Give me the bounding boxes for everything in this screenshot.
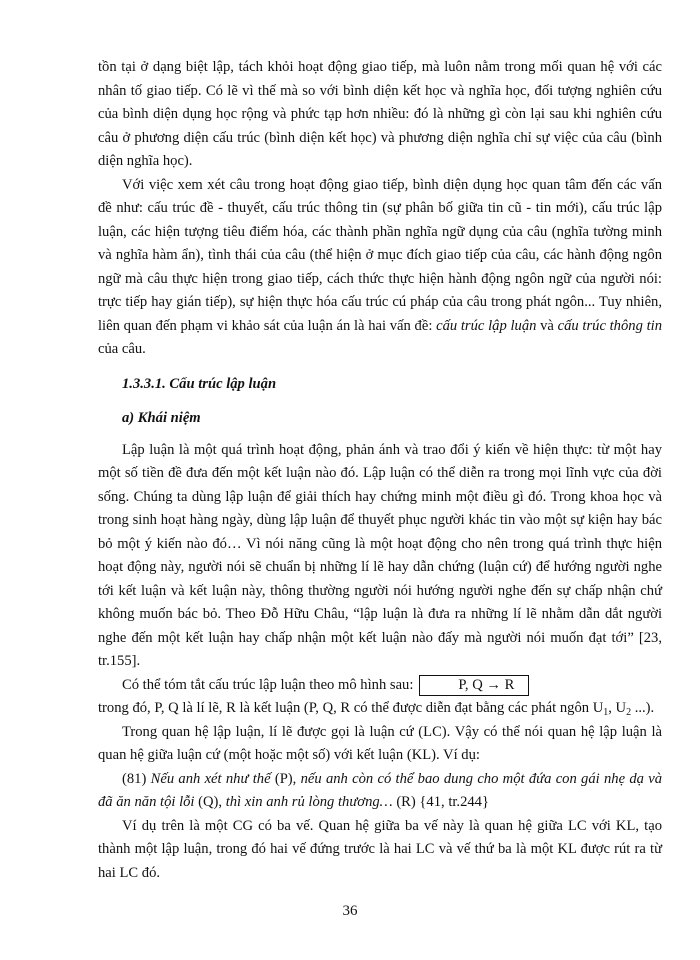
- example-clause-q: nếu anh còn có thể bao dung cho một đứa con gái nhẹ dạ và đã ăn năn tội lỗi: [98, 770, 662, 810]
- subsection-heading: a) Khái niệm: [122, 410, 201, 426]
- example-clause-p: Nếu anh xét như thế: [150, 770, 271, 787]
- page-number: 36: [342, 903, 358, 919]
- emphasis-information-structure: cấu trúc thông tin: [557, 317, 662, 334]
- paragraph-2-end: của câu.: [98, 341, 146, 357]
- paragraph-5: [98, 697, 662, 721]
- paragraph-3: Lập luận là một quá trình hoạt động, phản ánh và trao đổi ý kiến về hiện thực: từ một hay một số tiền đề đưa đến một kết luận nào đó. Lập luận có thể diễn ra trong mọi lĩnh vực của đời sống. Chúng ta dùng lập luận để giải thích hay chứng minh một điều gì đó. Trong khoa học và trong sinh hoạt hàng ngày, dùng lập luận để thuyết phục người khác tin vào một sự kiện hay bác bỏ một ý kiến nào đó… Vì nói năng cũng là một hoạt động cho nên trong quá trình thực hiện hoạt động này, người nói sẽ chuẩn bị những lí lẽ hay dẫn chứng (luận cứ) để hướng người nghe tới kết luận và kết luận này, thông thường người nói hướng người nghe đến sự chấp nhận chứ không muốn bác bỏ. Theo Đỗ Hữu Châu, “lập luận là đưa ra những lí lẽ nhằm dẫn dắt người nghe đến một kết luận hay chấp nhận một kết luận nào đấy mà người nói muốn đạt tới” [23, tr.155].: [98, 441, 662, 669]
- formula-box: P, Q → R: [419, 675, 529, 696]
- paragraph-6: Trong quan hệ lập luận, lí lẽ được gọi là luận cứ (LC). Vậy có thể nói quan hệ lập luận là quan hệ giữa luận cứ (một hoặc một số) với kết luận (KL). Ví dụ:: [98, 723, 662, 763]
- paragraph-2-text: Với việc xem xét câu trong hoạt động giao tiếp, bình diện dụng học quan tâm đến các vấn đề như: cấu trúc đề - thuyết, cấu trúc thông tin (sự phân bố giữa tin cũ - tin mới), cấu trúc lập luận, các hiện tượng tiêu điểm hóa, các thành phần nghĩa ngữ dụng của câu (nghĩa tường minh và nghĩa hàm ẩn), tình thái của câu (thể hiện ở mục đích giao tiếp của câu, các hành động ngôn ngữ mà câu thực hiện trong giao tiếp, cách thức thực hiện hành động ngôn ngữ của người nói: trực tiếp hay gián tiếp), sự hiện thực hóa cấu trúc cú pháp của câu trong phát ngôn... Tuy nhiên, liên quan đến phạm vi khảo sát của luận án là hai vấn đề:: [98, 176, 662, 334]
- example-number: (81): [122, 770, 151, 787]
- paragraph-4: [98, 674, 662, 698]
- example-81: [98, 768, 662, 815]
- subscript-1: 1: [603, 707, 609, 718]
- paragraph-2: [98, 174, 662, 362]
- paragraph-4-text: Có thể tóm tắt cấu trúc lập luận theo mô hình sau:: [122, 676, 414, 693]
- emphasis-argument-structure: cấu trúc lập luận: [436, 317, 537, 334]
- example-citation: (R) {41, tr.244}: [392, 794, 489, 810]
- paragraph-5-text: trong đó, P, Q là lí lẽ, R là kết luận (P, Q, R có thể được diễn đạt bằng các phát ngôn U: [98, 700, 604, 716]
- paragraph-1: tồn tại ở dạng biệt lập, tách khỏi hoạt động giao tiếp, mà luôn nằm trong mối quan hệ với các nhân tố giao tiếp. Có lẽ vì thế mà so với bình diện kết học và nghĩa học, đối tượng nghiên cứu của bình diện dụng học rộng và phức tạp hơn nhiều: đó là những gì còn lại sau khi nghiên cứu câu ở phương diện cấu trúc (bình diện kết học) và phương diện nghĩa chỉ sự việc của câu (bình diện nghĩa học).: [98, 59, 662, 169]
- example-label-q: (Q),: [194, 794, 226, 810]
- paragraph-7: Ví dụ trên là một CG có ba vế. Quan hệ giữa ba vế này là quan hệ giữa LC với KL, tạo thành một lập luận, trong đó hai vế đứng trước là hai LC và vế thứ ba là một KL được rút ra từ hai LC đó.: [98, 817, 662, 881]
- paragraph-2-conjunction: và: [536, 317, 558, 334]
- section-heading: 1.3.3.1. Cấu trúc lập luận: [122, 375, 277, 392]
- document-page: [98, 56, 662, 885]
- example-clause-r: thì xin anh rủ lòng thương…: [225, 794, 393, 810]
- paragraph-5-end: ...).: [631, 700, 655, 716]
- paragraph-5-mid: , U: [608, 700, 627, 716]
- example-label-p: (P),: [270, 770, 301, 787]
- subscript-2: 2: [626, 707, 632, 718]
